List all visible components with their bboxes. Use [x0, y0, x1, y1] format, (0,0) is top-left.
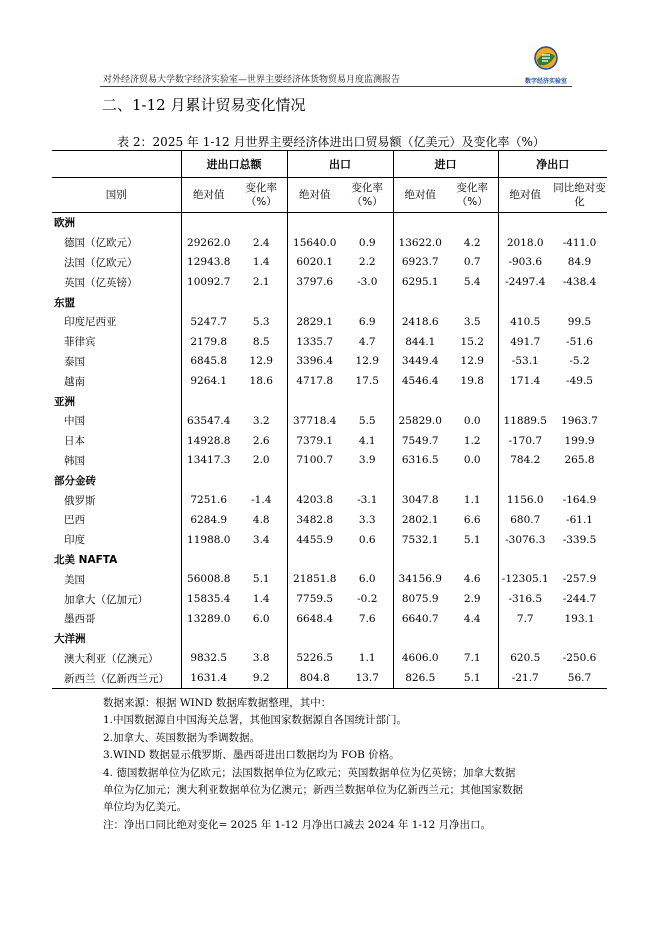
value-cell: -411.0: [562, 236, 597, 249]
value-cell: 0.7: [463, 256, 481, 269]
empty-cell: [181, 292, 236, 312]
empty-cell: [447, 550, 498, 570]
value-cell: 3.9: [358, 454, 376, 467]
value-cell: 4546.4: [393, 371, 447, 391]
value-cell: -3.0: [357, 276, 378, 289]
value-cell: 3.5: [463, 315, 481, 328]
note-line: 1.中国数据源自中国海关总署，其他国家数据源自各国统计部门。: [103, 714, 408, 727]
value-cell: 1.1: [463, 494, 481, 507]
empty-cell: [342, 550, 393, 570]
value-cell: 13417.3: [181, 451, 236, 471]
value-cell: 7.1: [463, 652, 481, 665]
value-cell: 3.4: [252, 533, 270, 546]
value-cell: 4.6: [463, 573, 481, 586]
value-cell: 3482.8: [287, 510, 342, 530]
value-cell: 1.4: [252, 256, 270, 269]
value-cell: -244.7: [562, 593, 597, 606]
value-cell: 10092.7: [181, 272, 236, 292]
value-cell: 171.4: [498, 371, 552, 391]
value-cell: -51.6: [566, 335, 593, 348]
group-label: 北美 NAFTA: [54, 553, 118, 566]
empty-cell: [287, 470, 342, 490]
value-cell: -3.1: [357, 494, 378, 507]
value-cell: 491.7: [498, 332, 552, 352]
table-row: [52, 609, 607, 629]
value-cell: 7.7: [498, 609, 552, 629]
value-cell: 6.6: [463, 513, 481, 526]
value-cell: 9832.5: [181, 649, 236, 669]
value-cell: 3396.4: [287, 352, 342, 372]
group-header: 净出口: [498, 151, 607, 178]
empty-cell: [342, 629, 393, 649]
empty-cell: [181, 391, 236, 411]
country-name: 巴西: [64, 514, 85, 527]
table-row: [52, 371, 607, 391]
empty-cell: [236, 629, 287, 649]
value-cell: -21.7: [498, 668, 552, 688]
value-cell: 15640.0: [287, 233, 342, 253]
value-cell: 6923.7: [393, 253, 447, 273]
column-header: 变化率（%）: [342, 178, 393, 213]
value-cell: -2497.4: [498, 272, 552, 292]
country-name: 菲律宾: [64, 336, 96, 349]
value-cell: 2802.1: [393, 510, 447, 530]
value-cell: 0.9: [358, 236, 376, 249]
value-cell: 4.4: [463, 612, 481, 625]
value-cell: 2829.1: [287, 312, 342, 332]
value-cell: 4.1: [358, 434, 376, 447]
country-name: 泰国: [64, 355, 85, 368]
value-cell: 6640.7: [393, 609, 447, 629]
table-row: [52, 649, 607, 669]
value-cell: 2.4: [252, 236, 270, 249]
value-cell: 199.9: [564, 434, 595, 447]
value-cell: 56.7: [552, 668, 607, 688]
table-row: [52, 233, 607, 253]
value-cell: 7.6: [358, 612, 376, 625]
value-cell: 84.9: [567, 256, 592, 269]
country-name: 日本: [64, 435, 85, 448]
value-cell: 29262.0: [181, 233, 236, 253]
value-cell: -316.5: [498, 589, 552, 609]
value-cell: 5247.7: [181, 312, 236, 332]
country-name: 美国: [64, 573, 85, 586]
value-cell: -3076.3: [498, 530, 552, 550]
value-cell: 1631.4: [181, 668, 236, 688]
empty-cell: [393, 629, 447, 649]
table-row: [52, 451, 607, 471]
note-line: 3.WIND 数据显示俄罗斯、墨西哥进出口数据均为 FOB 价格。: [103, 749, 400, 762]
empty-cell: [552, 470, 607, 490]
value-cell: 4606.0: [393, 649, 447, 669]
empty-cell: [552, 213, 607, 233]
empty-cell: [393, 292, 447, 312]
value-cell: 5.1: [463, 533, 481, 546]
value-cell: 4.7: [358, 335, 376, 348]
empty-cell: [552, 292, 607, 312]
group-row: [52, 550, 607, 570]
table-row: [52, 411, 607, 431]
value-cell: 9264.1: [181, 371, 236, 391]
value-cell: 34156.9: [393, 569, 447, 589]
note-line: 注：净出口同比绝对变化= 2025 年 1-12 月净出口减去 2024 年 1-12 月净出口。: [103, 818, 492, 831]
value-cell: 7532.1: [393, 530, 447, 550]
empty-cell: [498, 470, 552, 490]
value-cell: 5.1: [447, 668, 498, 688]
empty-cell: [287, 391, 342, 411]
value-cell: 5226.5: [287, 649, 342, 669]
group-row: [52, 629, 607, 649]
value-cell: 18.6: [249, 375, 273, 388]
value-cell: 6.0: [252, 612, 270, 625]
column-header: 国别: [52, 178, 181, 213]
country-name: 墨西哥: [64, 613, 96, 626]
value-cell: -5.2: [569, 355, 590, 368]
column-header: 同比绝对变化: [552, 178, 607, 213]
empty-cell: [181, 470, 236, 490]
running-header: 对外经济贸易大学数字经济实验室—世界主要经济体货物贸易月度监测报告: [103, 75, 401, 85]
country-name: 印度尼西亚: [64, 316, 117, 329]
column-header: 绝对值: [287, 178, 342, 213]
empty-cell: [287, 629, 342, 649]
group-header: 进口: [393, 151, 498, 178]
value-cell: 19.8: [460, 375, 484, 388]
value-cell: 3.3: [358, 513, 376, 526]
value-cell: 4455.9: [287, 530, 342, 550]
group-row: [52, 292, 607, 312]
empty-cell: [287, 292, 342, 312]
country-name: 中国: [64, 415, 85, 428]
value-cell: 844.1: [393, 332, 447, 352]
value-cell: 2.6: [252, 434, 270, 447]
value-cell: 7759.5: [287, 589, 342, 609]
value-cell: 5.5: [358, 414, 376, 427]
empty-cell: [498, 391, 552, 411]
value-cell: 3797.6: [287, 272, 342, 292]
empty-cell: [236, 292, 287, 312]
value-cell: 8075.9: [393, 589, 447, 609]
value-cell: 2179.8: [181, 332, 236, 352]
value-cell: 804.8: [287, 668, 342, 688]
value-cell: 4203.8: [287, 490, 342, 510]
lab-logo-icon: [533, 45, 559, 71]
value-cell: 63547.4: [181, 411, 236, 431]
country-name: 新西兰（亿新西兰元）: [52, 668, 181, 688]
column-header: 变化率（%）: [236, 178, 287, 213]
table-title: 表 2：2025 年 1-12 月世界主要经济体进出口贸易额（亿美元）及变化率（%）: [117, 135, 545, 149]
value-cell: 9.2: [236, 668, 287, 688]
table-row: [52, 312, 607, 332]
value-cell: 13622.0: [393, 233, 447, 253]
empty-cell: [236, 470, 287, 490]
header-corner: [52, 151, 181, 178]
country-name: 印度: [64, 534, 85, 547]
value-cell: -61.1: [566, 513, 593, 526]
empty-cell: [181, 213, 236, 233]
value-cell: 15.2: [460, 335, 484, 348]
column-header: 绝对值: [393, 178, 447, 213]
empty-cell: [342, 292, 393, 312]
country-name: 俄罗斯: [64, 494, 96, 507]
header-divider: [100, 86, 572, 87]
country-name: 加拿大（亿加元）: [64, 593, 148, 606]
value-cell: -164.9: [562, 494, 597, 507]
table-row: [52, 569, 607, 589]
value-cell: -438.4: [562, 276, 597, 289]
group-label: 亚洲: [54, 395, 75, 408]
value-cell: -250.6: [562, 652, 597, 665]
table-row: [52, 272, 607, 292]
value-cell: 6020.1: [287, 253, 342, 273]
value-cell: 7251.6: [181, 490, 236, 510]
value-cell: 12.9: [249, 355, 273, 368]
lab-logo: [524, 45, 568, 85]
empty-cell: [236, 550, 287, 570]
value-cell: -339.5: [562, 533, 597, 546]
value-cell: 6316.5: [393, 451, 447, 471]
group-label: 部分金砖: [54, 474, 96, 487]
value-cell: 4.8: [252, 513, 270, 526]
empty-cell: [342, 391, 393, 411]
trade-table: [52, 150, 607, 689]
column-header: 绝对值: [181, 178, 236, 213]
value-cell: 620.5: [498, 649, 552, 669]
group-row: [52, 213, 607, 233]
value-cell: 5.3: [252, 315, 270, 328]
value-cell: -170.7: [498, 431, 552, 451]
empty-cell: [552, 391, 607, 411]
empty-cell: [447, 629, 498, 649]
value-cell: 3.8: [252, 652, 270, 665]
column-header: 变化率（%）: [447, 178, 498, 213]
empty-cell: [552, 629, 607, 649]
value-cell: 99.5: [567, 315, 592, 328]
empty-cell: [498, 213, 552, 233]
value-cell: 680.7: [498, 510, 552, 530]
value-cell: 193.1: [564, 612, 595, 625]
value-cell: 5.4: [463, 276, 481, 289]
value-cell: -1.4: [251, 494, 272, 507]
value-cell: 3.2: [252, 414, 270, 427]
group-row: [52, 470, 607, 490]
value-cell: 17.5: [355, 375, 379, 388]
value-cell: 3449.4: [393, 352, 447, 372]
empty-cell: [498, 292, 552, 312]
value-cell: 8.5: [252, 335, 270, 348]
value-cell: 1963.7: [561, 414, 598, 427]
value-cell: 56008.8: [181, 569, 236, 589]
table-row: [52, 490, 607, 510]
country-name: 韩国: [64, 454, 85, 467]
value-cell: 6.9: [358, 315, 376, 328]
empty-cell: [342, 470, 393, 490]
empty-cell: [498, 629, 552, 649]
empty-cell: [287, 550, 342, 570]
empty-cell: [236, 391, 287, 411]
table-row: [52, 332, 607, 352]
value-cell: 1.4: [252, 593, 270, 606]
value-cell: 0.0: [463, 414, 481, 427]
lab-logo-caption: 数字经济实验室: [524, 78, 567, 85]
empty-cell: [393, 550, 447, 570]
empty-cell: [236, 213, 287, 233]
value-cell: 1335.7: [287, 332, 342, 352]
value-cell: -0.2: [357, 593, 378, 606]
group-label: 东盟: [54, 296, 75, 309]
value-cell: 0.0: [463, 454, 481, 467]
value-cell: 2.2: [358, 256, 376, 269]
column-header: 绝对值: [498, 178, 552, 213]
value-cell: 784.2: [498, 451, 552, 471]
value-cell: -257.9: [562, 573, 597, 586]
value-cell: 2.1: [252, 276, 270, 289]
value-cell: 265.8: [564, 454, 595, 467]
value-cell: 2.0: [252, 454, 270, 467]
empty-cell: [393, 213, 447, 233]
value-cell: 15835.4: [181, 589, 236, 609]
table-row: [52, 668, 607, 688]
empty-cell: [181, 629, 236, 649]
empty-cell: [393, 391, 447, 411]
value-cell: 7549.7: [393, 431, 447, 451]
value-cell: 1156.0: [498, 490, 552, 510]
empty-cell: [447, 470, 498, 490]
value-cell: 11988.0: [181, 530, 236, 550]
table-row: [52, 253, 607, 273]
value-cell: 2.9: [463, 593, 481, 606]
value-cell: 0.6: [358, 533, 376, 546]
value-cell: 21851.8: [287, 569, 342, 589]
value-cell: 11889.5: [498, 411, 552, 431]
value-cell: 13289.0: [181, 609, 236, 629]
value-cell: 12.9: [460, 355, 484, 368]
note-line: 数据来源：根据 WIND 数据库数据整理，其中：: [103, 697, 332, 709]
group-label: 大洋洲: [54, 633, 86, 646]
value-cell: 7100.7: [287, 451, 342, 471]
value-cell: 6295.1: [393, 272, 447, 292]
value-cell: 2018.0: [498, 233, 552, 253]
value-cell: -53.1: [498, 352, 552, 372]
value-cell: 12.9: [355, 355, 379, 368]
empty-cell: [287, 213, 342, 233]
empty-cell: [498, 550, 552, 570]
empty-cell: [447, 292, 498, 312]
group-label: 欧洲: [54, 217, 75, 230]
empty-cell: [447, 391, 498, 411]
value-cell: 25829.0: [393, 411, 447, 431]
value-cell: 14928.8: [181, 431, 236, 451]
empty-cell: [393, 470, 447, 490]
value-cell: 13.7: [342, 668, 393, 688]
table-row: [52, 431, 607, 451]
value-cell: -49.5: [566, 375, 593, 388]
note-line: 2.加拿大、英国数据为季调数据。: [103, 731, 261, 744]
empty-cell: [181, 550, 236, 570]
value-cell: 6284.9: [181, 510, 236, 530]
value-cell: 1.2: [463, 434, 481, 447]
notes: [103, 695, 523, 834]
value-cell: -12305.1: [498, 569, 552, 589]
table-row: [52, 589, 607, 609]
value-cell: 4.2: [463, 236, 481, 249]
table-row: [52, 510, 607, 530]
value-cell: 7379.1: [287, 431, 342, 451]
country-name: 英国（亿英镑）: [64, 276, 138, 289]
empty-cell: [447, 213, 498, 233]
section-title: 二、1-12 月累计贸易变化情况: [102, 96, 306, 114]
table-row: [52, 530, 607, 550]
value-cell: -903.6: [498, 253, 552, 273]
value-cell: 6648.4: [287, 609, 342, 629]
country-name: 越南: [64, 375, 85, 388]
value-cell: 5.1: [252, 573, 270, 586]
group-row: [52, 391, 607, 411]
group-header: 进出口总额: [181, 151, 287, 178]
value-cell: 410.5: [498, 312, 552, 332]
empty-cell: [552, 550, 607, 570]
table-row: [52, 352, 607, 372]
empty-cell: [342, 213, 393, 233]
country-name: 德国（亿欧元）: [64, 237, 138, 250]
value-cell: 12943.8: [181, 253, 236, 273]
value-cell: 6.0: [358, 573, 376, 586]
note-line: 4. 德国数据单位为亿欧元；法国数据单位为亿欧元；英国数据单位为亿英镑；加拿大数据单位为亿加元；澳大利亚数据单位为亿澳元；新西兰数据单位为亿新西兰元；其他国家数据单位均为亿美元。: [103, 766, 523, 814]
value-cell: 3047.8: [393, 490, 447, 510]
value-cell: 2418.6: [393, 312, 447, 332]
value-cell: 37718.4: [287, 411, 342, 431]
group-header: 出口: [287, 151, 393, 178]
value-cell: 6845.8: [181, 352, 236, 372]
value-cell: 826.5: [393, 668, 447, 688]
value-cell: 1.1: [358, 652, 376, 665]
value-cell: 4717.8: [287, 371, 342, 391]
country-name: 澳大利亚（亿澳元）: [64, 652, 159, 665]
country-name: 法国（亿欧元）: [64, 256, 138, 269]
